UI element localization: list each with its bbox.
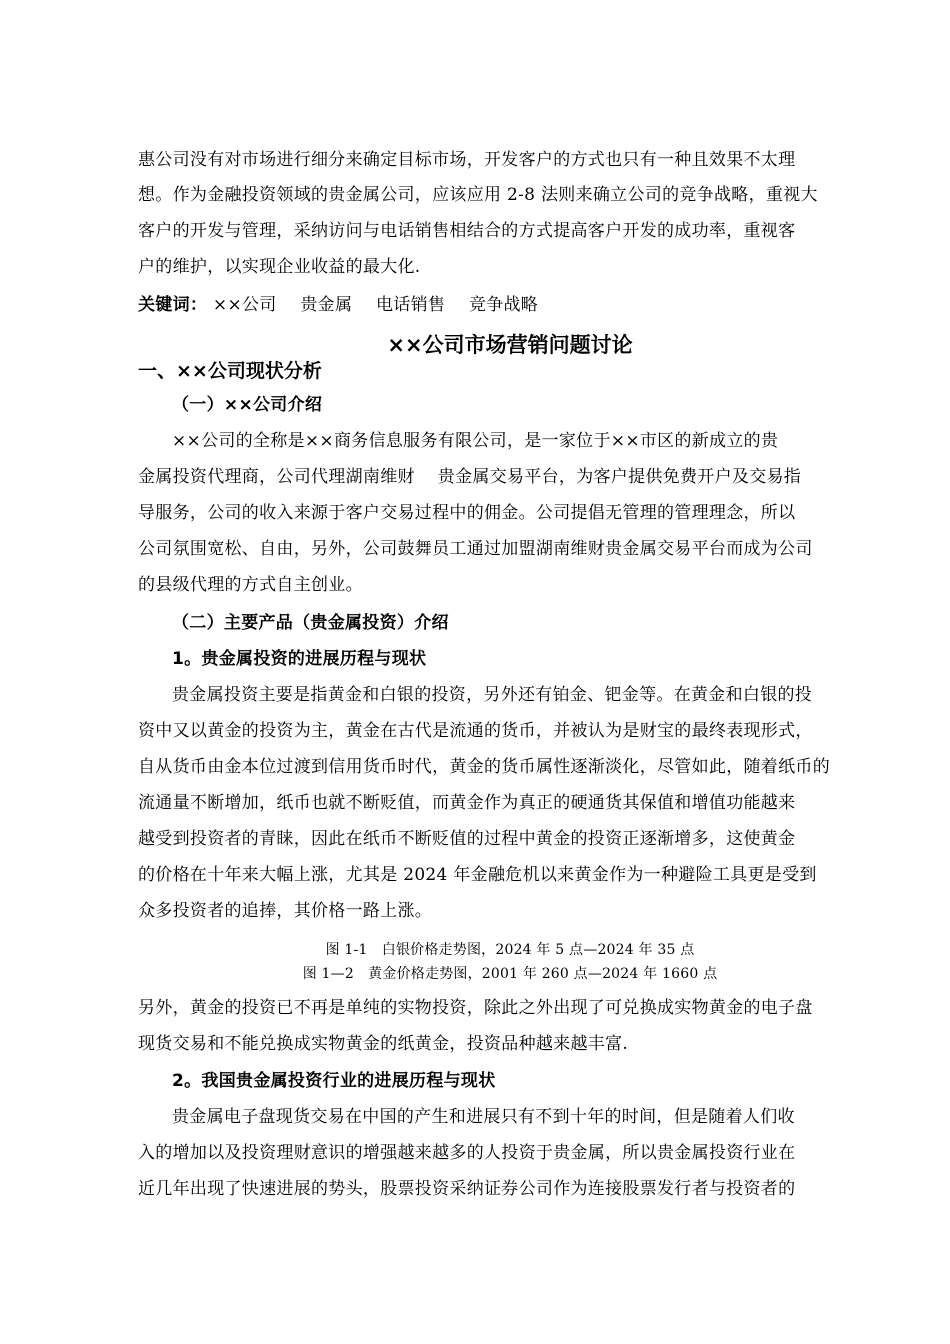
abstract-line: 惠公司没有对市场进行细分来确定目标市场，开发客户的方式也只有一种且效果不太理 xyxy=(138,150,796,170)
keyword: 电话销售 xyxy=(375,295,446,315)
section-heading: 一、××公司现状分析 xyxy=(138,360,322,382)
paragraph-line: 众多投资者的追捧，其价格一路上涨。 xyxy=(138,901,433,921)
paragraph-line: 另外，黄金的投资已不再是单纯的实物投资，除此之外出现了可兑换成实物黄金的电子盘 xyxy=(138,998,813,1018)
item-heading: 1。贵金属投资的进展历程与现状 xyxy=(172,649,427,669)
paragraph-line: 越受到投资者的青睐，因此在纸币不断贬值的过程中黄金的投资正逐渐增多，这使黄金 xyxy=(138,829,796,849)
paragraph-line: 入的增加以及投资理财意识的增强越来越多的人投资于贵金属，所以贵金属投资行业在 xyxy=(138,1143,796,1163)
paragraph-line: 导服务，公司的收入来源于客户交易过程中的佣金。公司提倡无管理的管理理念，所以 xyxy=(138,503,796,523)
paragraph-line: 公司氛围宽松、自由，另外，公司鼓舞员工通过加盟湖南维财贵金属交易平台而成为公司 xyxy=(138,539,813,559)
paragraph-line: 资中又以黄金的投资为主，黄金在古代是流通的货币，并被认为是财宝的最终表现形式， xyxy=(138,721,813,741)
document-title: ××公司市场营销问题讨论 xyxy=(387,333,633,357)
keywords-row xyxy=(138,293,556,317)
keyword: ××公司 xyxy=(212,295,277,315)
paragraph-line: 流通量不断增加，纸币也就不断贬值，而黄金作为真正的硬通货其保值和增值功能越来 xyxy=(138,793,796,813)
subsection-heading: （一）××公司介绍 xyxy=(172,395,323,415)
keyword: 竞争战略 xyxy=(468,295,539,315)
paragraph-line: 贵金属投资主要是指黄金和白银的投资，另外还有铂金、钯金等。在黄金和白银的投 xyxy=(172,685,813,705)
paragraph-line: 金属投资代理商，公司代理湖南维财 贵金属交易平台，为客户提供免费开户及交易指 xyxy=(138,467,802,487)
paragraph-line: ××公司的全称是××商务信息服务有限公司，是一家位于××市区的新成立的贵 xyxy=(172,431,779,451)
figure-caption: 图 1-1 白银价格走势图，2024 年 5 点—2024 年 35 点 xyxy=(325,942,695,958)
item-heading: 2。我国贵金属投资行业的进展历程与现状 xyxy=(172,1071,496,1091)
subsection-heading: （二）主要产品（贵金属投资）介绍 xyxy=(172,613,449,633)
paragraph-line: 的县级代理的方式自主创业。 xyxy=(138,575,363,595)
paragraph-line: 现货交易和不能兑换成实物黄金的纸黄金，投资品种越来越丰富. xyxy=(138,1034,629,1054)
keyword: 贵金属 xyxy=(300,295,353,315)
paragraph-line: 自从货币由金本位过渡到信用货币时代，黄金的货币属性逐渐淡化，尽管如此，随着纸币的 xyxy=(138,757,830,777)
abstract-line: 户的维护，以实现企业收益的最大化. xyxy=(138,257,421,277)
abstract-line: 想。作为金融投资领域的贵金属公司，应该应用 2-8 法则来确立公司的竞争战略，重视大 xyxy=(138,185,818,205)
paragraph-line: 的价格在十年来大幅上涨，尤其是 2024 年金融危机以来黄金作为一种避险工具更是受到 xyxy=(138,865,817,885)
abstract-line: 客户的开发与管理，采纳访问与电话销售相结合的方式提高客户开发的成功率，重视客 xyxy=(138,221,796,241)
figure-caption: 图 1—2 黄金价格走势图，2001 年 260 点—2024 年 1660 点 xyxy=(302,966,718,982)
keywords-label: 关键词： xyxy=(138,295,208,315)
paragraph-line: 近几年出现了快速进展的势头，股票投资采纳证券公司作为连接股票发行者与投资者的 xyxy=(138,1179,796,1199)
paragraph-line: 贵金属电子盘现货交易在中国的产生和进展只有不到十年的时间，但是随着人们收 xyxy=(172,1107,795,1127)
